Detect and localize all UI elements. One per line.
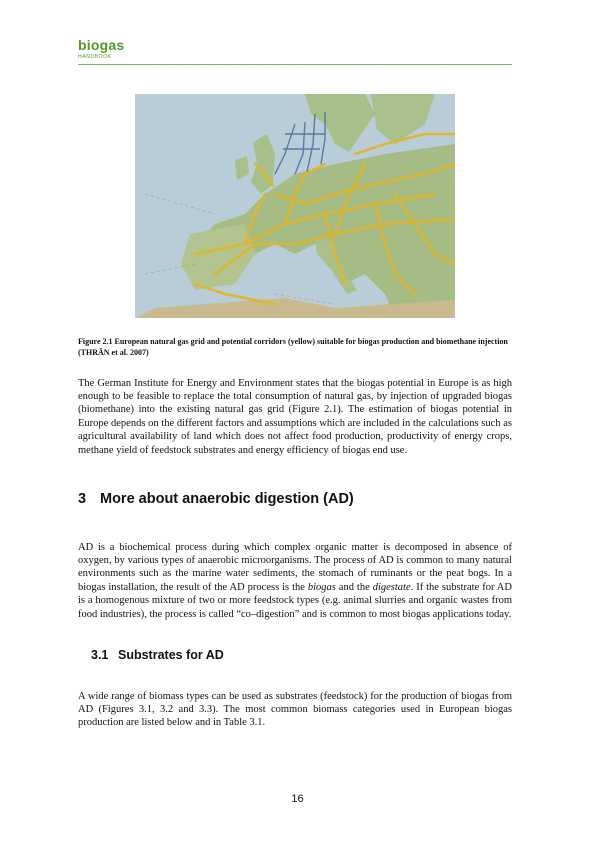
page-header xyxy=(78,38,124,60)
section-title: More about anaerobic digestion (AD) xyxy=(100,491,354,507)
page-number: 16 xyxy=(291,793,304,805)
header-divider xyxy=(78,64,512,65)
p2-part-b: and the xyxy=(335,581,373,593)
term-digestate: digestate xyxy=(372,581,411,593)
section-number: 3 xyxy=(78,491,87,507)
brand-subtitle: HANDBOOK xyxy=(78,54,112,60)
section-heading xyxy=(78,491,354,507)
subsection-title: Substrates for AD xyxy=(118,648,224,662)
figure-caption: Figure 2.1 European natural gas grid and potential corridors (yellow) suitable for biogas production and biomethane injection (THRÄN et al. 2007) xyxy=(78,337,508,357)
paragraph-substrates: A wide range of biomass types can be used as substrates (feedstock) for the production of biogas from AD (Figures 3.1, 3.2 and 3.3). The most common biomass categories used in European biogas production are listed below and in Table 3.1. xyxy=(78,690,512,729)
term-biogas: biogas xyxy=(307,581,336,593)
subsection-number: 3.1 xyxy=(91,648,109,662)
paragraph-ad-definition xyxy=(78,541,512,621)
paragraph-biogas-potential: The German Institute for Energy and Environment states that the biogas potential in Europe is as high enough to be feasible to replace the total consumption of natural gas, by injection of upgraded biogas (biomethane) into the existing natural gas grid (Figure 2.1). The estimation of biogas potential in Europe depends on the different factors and assumptions which are included in the calculations such as agricultural availability of land which does not affect food production, productivity of energy crops, methane yield of feedstock substrates and energy efficiency of biogas end use. xyxy=(78,377,512,456)
p2-part-a: AD is a biochemical process during which complex organic matter is decomposed in absence of oxygen, by various types of anaerobic microorganisms. The process of AD is common to many natural environments such as the marine water sediments, the stomach of ruminants or the peat bogs. In a biogas installation, the result of the AD process is the xyxy=(78,541,512,593)
europe-gas-grid-map xyxy=(135,94,455,318)
subsection-heading xyxy=(91,648,224,662)
p2-part-c: . If the substrate for AD is a homogenous mixture of two or more feedstock types (e.g. animal slurries and organic wastes from food industries), the process is called “co–digestion” and is common to most biogas applications today. xyxy=(78,581,512,620)
brand-logo: biogas xyxy=(78,37,125,53)
